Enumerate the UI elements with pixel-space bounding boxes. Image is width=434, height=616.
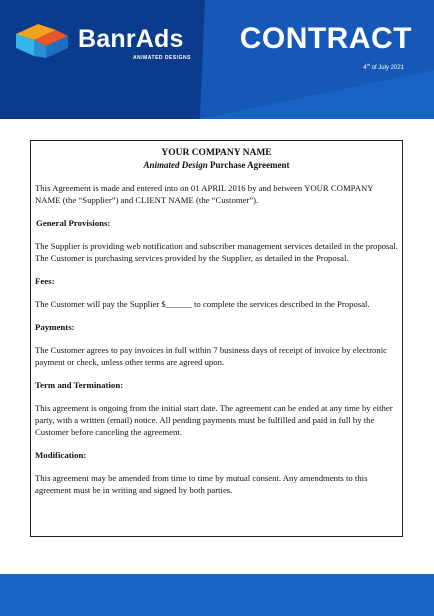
- section-body-modification: This agreement may be amended from time to time by mutual consent. Any amendments to this agreement must be in writing and signed by both parties.: [35, 473, 368, 495]
- document-title: CONTRACT: [239, 22, 412, 55]
- agreement-body: [30, 140, 403, 537]
- company-name: YOUR COMPANY NAME: [161, 148, 272, 158]
- subtitle-rest: Purchase Agreement: [207, 160, 290, 170]
- agreement-subtitle: [35, 159, 398, 171]
- section-body-payments: The Customer agrees to pay invoices in full within 7 business days of receipt of invoice by electronic payment or check, unless other terms are agreed upon.: [35, 345, 387, 367]
- header-banner: [0, 0, 434, 119]
- section-body-term: This agreement is ongoing from the initial start date. The agreement can be ended at any time by either party, with a written (email) notice. All pending payments must be fulfilled and paid in full by the Customer before canceling the agreement.: [35, 403, 393, 437]
- section-heading-modification: Modification:: [35, 450, 87, 460]
- banrads-logo-mark-icon: [12, 22, 72, 60]
- date-suffix: th: [366, 62, 370, 67]
- footer-banner: [0, 574, 434, 616]
- section-heading-general: General Provisions:: [36, 218, 111, 228]
- date-rest: of July 2021: [369, 65, 404, 71]
- logo-wordmark: BanrAds: [78, 25, 184, 53]
- subtitle-italic: Animated Design: [143, 160, 208, 170]
- section-heading-payments: Payments:: [35, 322, 75, 332]
- section-heading-fees: Fees:: [35, 276, 55, 286]
- section-body-general: The Supplier is providing web notification and subscriber management services detailed in the proposal. The Customer is purchasing services provided by the Supplier, as detailed in the Proposal.: [35, 241, 398, 263]
- section-body-fees: The Customer will pay the Supplier $______ to complete the services described in the Proposal.: [35, 299, 370, 309]
- date-day: 4: [363, 65, 367, 71]
- section-heading-term: Term and Termination:: [35, 380, 124, 390]
- logo-tagline: ANIMATED DESIGNS: [133, 55, 191, 61]
- intro-paragraph: This Agreement is made and entered into on 01 APRIL 2016 by and between YOUR COMPANY NAME (the “Supplier”) and CLIENT NAME (the “Customer”).: [35, 183, 374, 205]
- brand-logo: [12, 22, 202, 62]
- document-date: [363, 62, 404, 71]
